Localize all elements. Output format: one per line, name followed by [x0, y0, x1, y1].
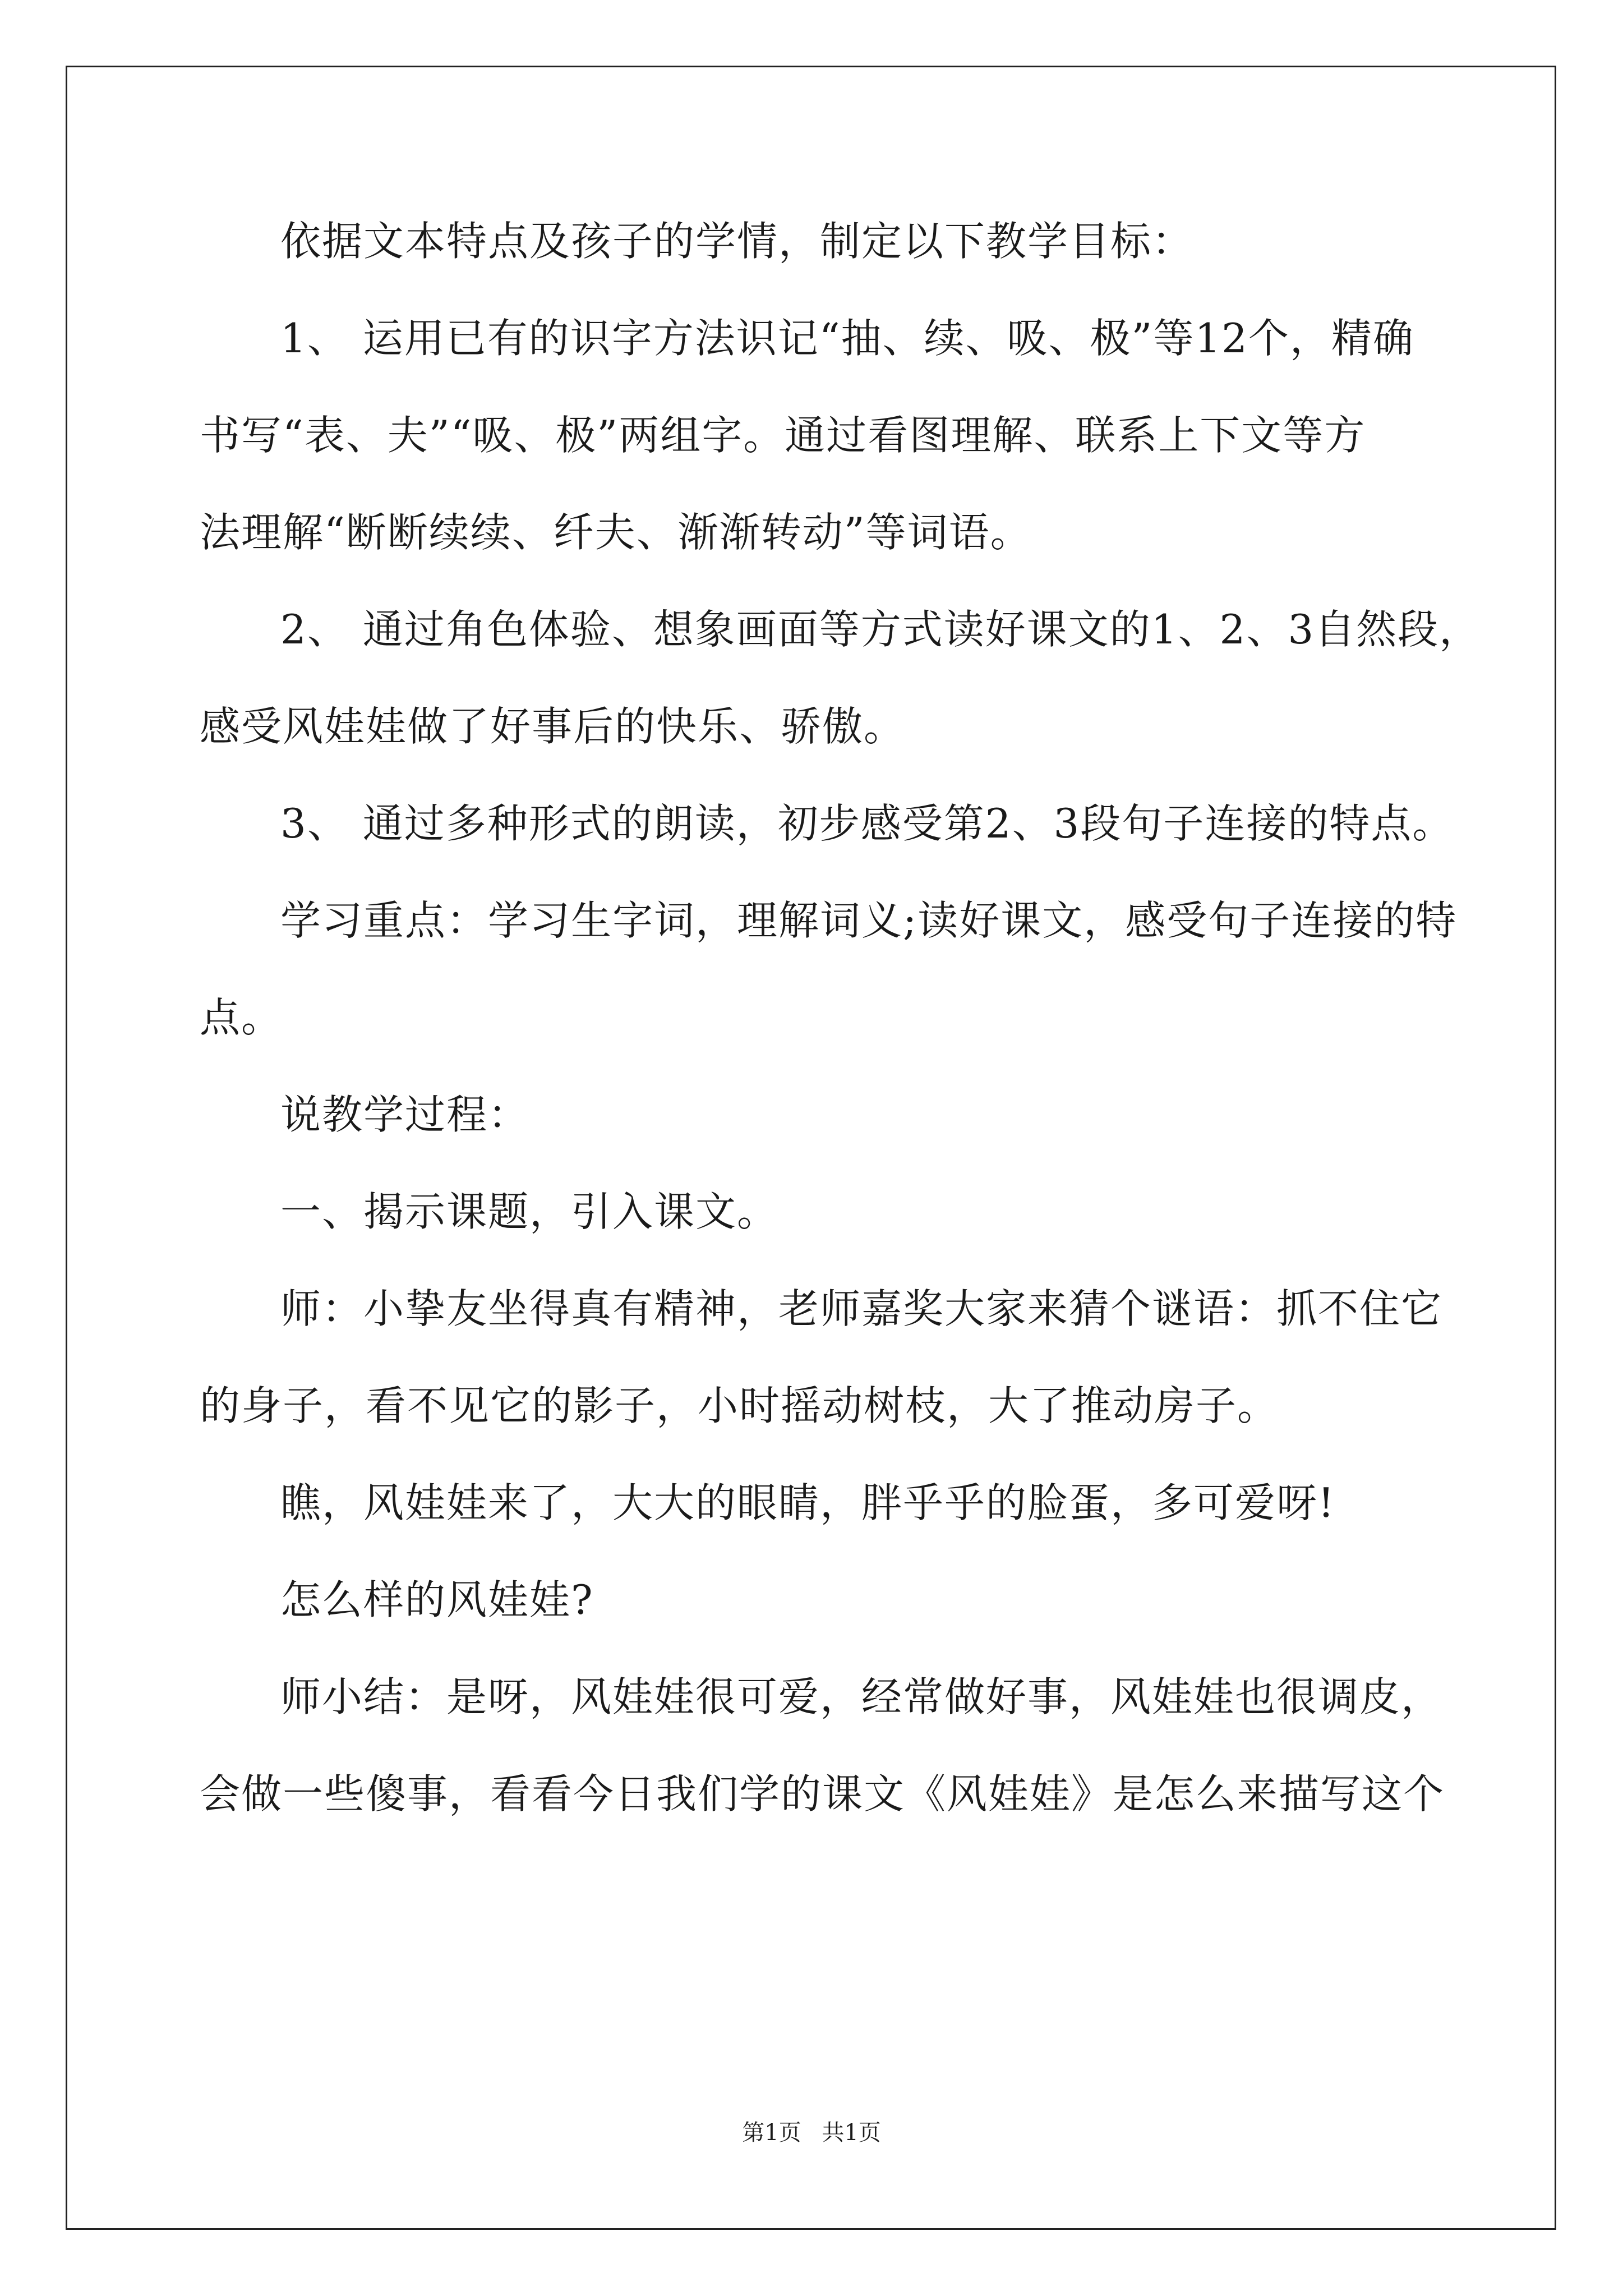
paragraph-line: 依据文本特点及孩子的学情，制定以下教学目标： — [280, 218, 1194, 265]
paragraph-line: 的身子，看不见它的影子，小时摇动树枝，大了推动房子。 — [200, 1382, 1279, 1429]
paragraph-line: 师：小挚友坐得真有精神，老师嘉奖大家来猜个谜语：抓不住它 — [280, 1285, 1443, 1332]
page-footer — [0, 2119, 1623, 2147]
paragraph-line: 法理解“断断续续、纤夫、渐渐转动”等词语。 — [200, 509, 1032, 556]
paragraph-line: 会做一些傻事，看看今日我们学的课文《风娃娃》是怎么来描写这个 — [200, 1770, 1445, 1818]
paragraph-line: 师小结：是呀，风娃娃很可爱，经常做好事，风娃娃也很调皮， — [280, 1673, 1443, 1720]
paragraph-line: 点。 — [200, 994, 283, 1041]
paragraph-line: 一、揭示课题，引入课文。 — [280, 1188, 779, 1235]
paragraph-line: 1、 运用已有的识字方法识记“抽、续、吸、极”等12个，精确 — [280, 315, 1414, 362]
paragraph-line: 学习重点：学习生字词，理解词义;读好课文，感受句子连接的特 — [280, 897, 1458, 944]
paragraph-line: 感受风娃娃做了好事后的快乐、骄傲。 — [200, 703, 906, 750]
paragraph-line: 怎么样的风娃娃? — [280, 1576, 594, 1623]
paragraph-line: 3、 通过多种形式的朗读，初步感受第2、3段句子连接的特点。 — [280, 800, 1454, 847]
paragraph-line: 瞧，风娃娃来了，大大的眼睛，胖乎乎的脸蛋，多可爱呀! — [280, 1479, 1335, 1526]
paragraph-line: 2、 通过角色体验、想象画面等方式读好课文的1、2、3自然段， — [280, 606, 1481, 653]
paragraph-line: 书写“表、夫”“吸、极”两组字。通过看图理解、联系上下文等方 — [200, 412, 1366, 459]
paragraph-line: 说教学过程： — [280, 1091, 530, 1138]
page-number: 第1页 — [742, 2120, 801, 2146]
page-border — [66, 66, 1556, 2230]
page-total: 共1页 — [822, 2120, 881, 2146]
